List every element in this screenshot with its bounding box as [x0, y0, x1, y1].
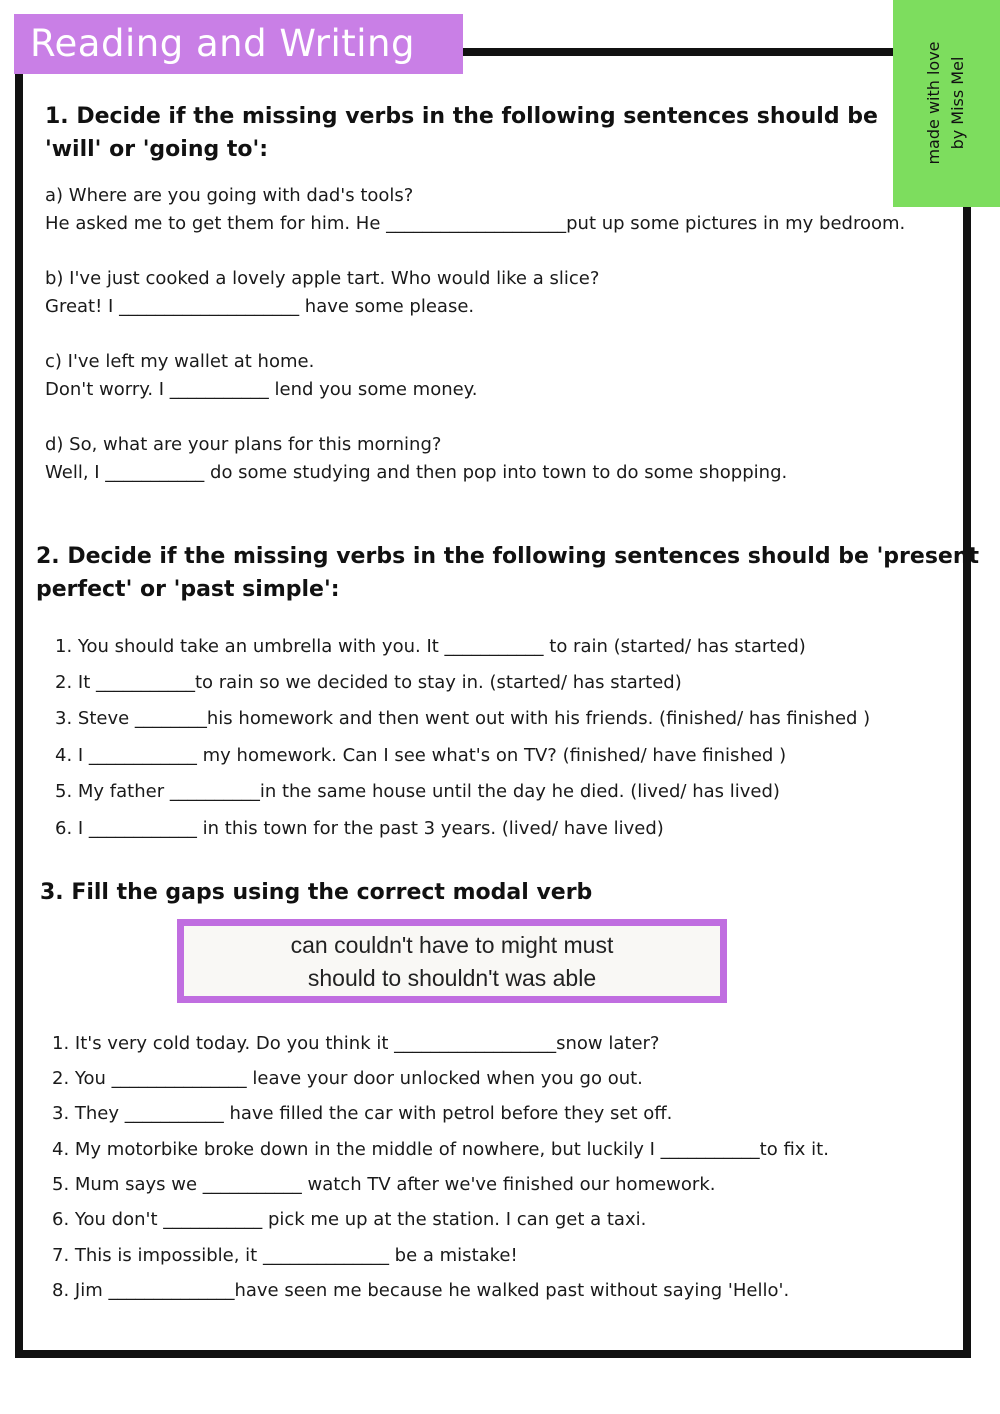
section2-heading-line-2: perfect' or 'past simple':: [36, 577, 340, 602]
section2-item: 6. I ____________ in this town for the past 3 years. (lived/ have lived): [55, 818, 664, 839]
page-title: Reading and Writing: [14, 14, 463, 74]
section2-item: 4. I ____________ my homework. Can I see what's on TV? (finished/ have finished ): [55, 745, 787, 766]
credit-line-2: by Miss Mel: [948, 56, 967, 150]
section3-item: 1. It's very cold today. Do you think it __________________snow later?: [52, 1033, 660, 1054]
section2-item: 2. It ___________to rain so we decided to stay in. (started/ has started): [55, 672, 682, 693]
section1-heading-line-1: 1. Decide if the missing verbs in the following sentences should be: [45, 104, 878, 129]
modal-word-box: [177, 919, 727, 1003]
section3-item: 3. They ___________ have filled the car with petrol before they set off.: [52, 1103, 673, 1124]
credit-text: [922, 41, 970, 164]
section2-heading: [36, 540, 979, 606]
section1-line: Don't worry. I ___________ lend you some money.: [45, 379, 478, 400]
section3-item: 4. My motorbike broke down in the middle of nowhere, but luckily I ___________to fix it.: [52, 1139, 829, 1160]
section1-heading: [45, 100, 878, 166]
credit-banner: [893, 0, 1000, 207]
section1-heading-line-2: 'will' or 'going to':: [45, 137, 269, 162]
section3-item: 8. Jim ______________have seen me because he walked past without saying 'Hello'.: [52, 1280, 790, 1301]
section2-item: 5. My father __________in the same house until the day he died. (lived/ has lived): [55, 781, 780, 802]
section3-item: 7. This is impossible, it ______________ be a mistake!: [52, 1245, 518, 1266]
section1-line: Great! I ____________________ have some please.: [45, 296, 475, 317]
word-box-line-2: should to shouldn't was able: [307, 965, 597, 991]
section3-item: 6. You don't ___________ pick me up at the station. I can get a taxi.: [52, 1209, 647, 1230]
section1-line: He asked me to get them for him. He ____________________put up some pictures in my bedroom.: [45, 213, 906, 234]
section2-heading-line-1: 2. Decide if the missing verbs in the following sentences should be 'present: [36, 544, 980, 569]
section2-item: 1. You should take an umbrella with you. It ___________ to rain (started/ has started): [55, 636, 806, 657]
word-box-line-1: can couldn't have to might must: [290, 932, 614, 958]
section2-item: 3. Steve ________his homework and then went out with his friends. (finished/ has finished ): [55, 708, 871, 729]
section3-item: 2. You _______________ leave your door unlocked when you go out.: [52, 1068, 643, 1089]
section1-line: d) So, what are your plans for this morning?: [45, 434, 442, 455]
page-frame: [15, 48, 971, 1358]
section1-line: Well, I ___________ do some studying and then pop into town to do some shopping.: [45, 462, 788, 483]
section1-line: a) Where are you going with dad's tools?: [45, 185, 414, 206]
section3-heading: 3. Fill the gaps using the correct modal verb: [40, 880, 593, 905]
credit-line-1: made with love: [924, 41, 943, 165]
section1-line: b) I've just cooked a lovely apple tart. Who would like a slice?: [45, 268, 600, 289]
section3-item: 5. Mum says we ___________ watch TV after we've finished our homework.: [52, 1174, 716, 1195]
section1-line: c) I've left my wallet at home.: [45, 351, 315, 372]
